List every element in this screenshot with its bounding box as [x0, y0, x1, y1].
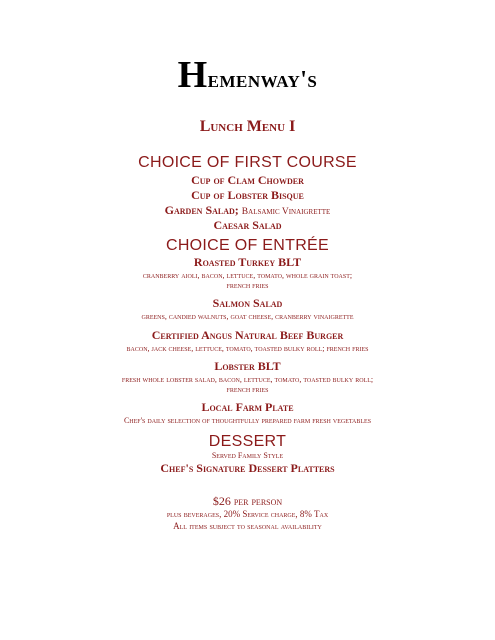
dessert-note: Served Family Style	[211, 451, 284, 460]
entree-item-name: Lobster BLT	[214, 359, 281, 373]
entree-item-desc: Chef's daily selection of thoughtfully prepared farm fresh vegetables	[123, 416, 372, 425]
entree-item-desc: greens, candied walnuts, goat cheese, cranberry vinaigrette	[141, 312, 354, 321]
entree-item-desc: french fries	[226, 281, 269, 290]
entree-item-name: Salmon Salad	[212, 296, 283, 310]
logo-initial: H	[177, 54, 208, 96]
garden-salad-note: Balsamic Vinaigrette	[241, 207, 331, 217]
garden-salad-label: Garden Salad;	[164, 203, 239, 217]
logo-name: emenway's	[207, 67, 318, 93]
entree-item-name: Roasted Turkey BLT	[193, 255, 302, 269]
first-course-item	[0, 204, 495, 218]
entree-item-name: Local Farm Plate	[201, 400, 294, 414]
first-course-item: Cup of Lobster Bisque	[191, 188, 304, 202]
price-extras: plus beverages, 20% Service charge, 8% Tax	[166, 509, 329, 519]
price: $26 per person	[212, 494, 283, 508]
entree-item-desc: cranberry aioli, bacon, lettuce, tomato, whole grain toast;	[142, 271, 353, 280]
entree-heading: CHOICE OF ENTRÉE	[165, 237, 330, 254]
restaurant-logo	[0, 56, 495, 94]
entree-item-name: Certified Angus Natural Beef Burger	[151, 328, 344, 342]
first-course-item: Cup of Clam Chowder	[191, 173, 304, 187]
entree-item-desc: bacon, jack cheese, lettuce, tomato, toasted bulky roll; french fries	[126, 344, 369, 353]
dessert-item: Chef's Signature Dessert Platters	[160, 461, 335, 475]
first-course-heading: CHOICE OF FIRST COURSE	[138, 154, 357, 171]
entree-item-desc: french fries	[226, 385, 269, 394]
entree-item-desc: fresh whole lobster salad, bacon, lettuce, tomato, toasted bulky roll;	[121, 375, 374, 384]
availability-note: All items subject to seasonal availability	[173, 521, 322, 531]
dessert-heading: DESSERT	[208, 433, 287, 450]
menu-subtitle: Lunch Menu I	[199, 118, 296, 135]
first-course-item: Caesar Salad	[213, 218, 282, 232]
